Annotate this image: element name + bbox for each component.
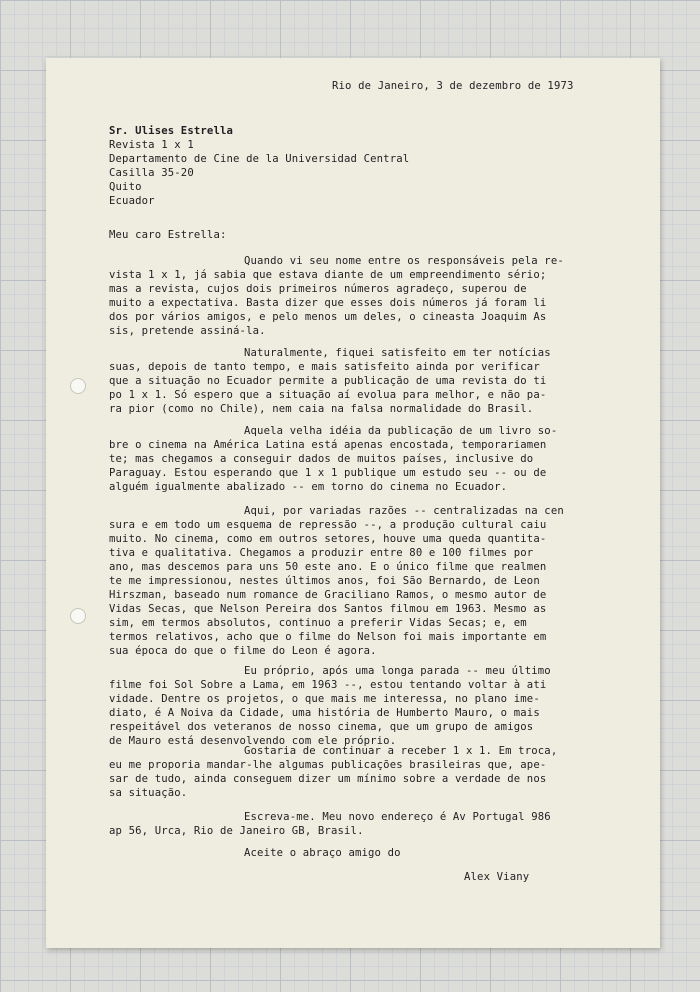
paragraph-line: suas, depois de tanto tempo, e mais satisfeito ainda por verificar xyxy=(109,361,540,373)
paragraph-line: Aqui, por variadas razões -- centralizadas na cen xyxy=(244,505,564,517)
paragraph-line: sar de tudo, ainda conseguem dizer um mínimo sobre a verdade de nos xyxy=(109,773,547,785)
paragraph-line: eu me proporia mandar-lhe algumas publicações brasileiras que, ape- xyxy=(109,759,547,771)
recipient-line: Quito xyxy=(109,181,142,193)
paragraph-line: Quando vi seu nome entre os responsáveis pela re- xyxy=(244,255,564,267)
paragraph-line: vista 1 x 1, já sabia que estava diante de um empreendimento sério; xyxy=(109,269,547,281)
punch-hole-upper xyxy=(70,378,86,394)
paragraph-line: te; mas chegamos a conseguir dados de muitos países, inclusive do xyxy=(109,453,534,465)
paragraph-line: Eu próprio, após uma longa parada -- meu último xyxy=(244,665,551,677)
paragraph-line: sis, pretende assiná-la. xyxy=(109,325,266,337)
paragraph-line: sua época do que o filme do Leon é agora. xyxy=(109,645,377,657)
paragraph-line: vidade. Dentre os projetos, o que mais me interessa, no plano ime- xyxy=(109,693,540,705)
paragraph-line: termos relativos, acho que o filme do Nelson foi mais importante em xyxy=(109,631,547,643)
paragraph-line: mas a revista, cujos dois primeiros números agradeço, superou de xyxy=(109,283,527,295)
paragraph-line: sura e em todo um esquema de repressão --, a produção cultural caiu xyxy=(109,519,547,531)
paragraph-line: que a situação no Ecuador permite a publicação de uma revista do ti xyxy=(109,375,547,387)
paragraph-line: muito. No cinema, como em outros setores, houve uma queda quantita- xyxy=(109,533,547,545)
paragraph-line: bre o cinema na América Latina está apenas encostada, temporariamen xyxy=(109,439,547,451)
recipient-line: Casilla 35-20 xyxy=(109,167,194,179)
paragraph-line: muito a expectativa. Basta dizer que esses dois números já foram li xyxy=(109,297,547,309)
closing: Aceite o abraço amigo do xyxy=(244,847,401,859)
paragraph-line: Aquela velha idéia da publicação de um livro so- xyxy=(244,425,558,437)
recipient-line: Ecuador xyxy=(109,195,155,207)
paragraph-line: filme foi Sol Sobre a Lama, em 1963 --, estou tentando voltar à ati xyxy=(109,679,547,691)
paragraph-line: ano, mas descemos para uns 50 este ano. E o único filme que realmen xyxy=(109,561,547,573)
punch-hole-lower xyxy=(70,608,86,624)
recipient-line: Revista 1 x 1 xyxy=(109,139,194,151)
paragraph-line: diato, é A Noiva da Cidade, uma história de Humberto Mauro, o mais xyxy=(109,707,540,719)
letter-sheet xyxy=(46,58,660,948)
paragraph-line: Paraguay. Estou esperando que 1 x 1 publique um estudo seu -- ou de xyxy=(109,467,547,479)
paragraph-line: tiva e qualitativa. Chegamos a produzir entre 80 e 100 filmes por xyxy=(109,547,534,559)
letter-date: Rio de Janeiro, 3 de dezembro de 1973 xyxy=(332,80,574,92)
paragraph-line: ra pior (como no Chile), nem caia na falsa normalidade do Brasil. xyxy=(109,403,534,415)
paragraph-line: po 1 x 1. Só espero que a situação aí evolua para melhor, e não pa- xyxy=(109,389,547,401)
paragraph-line: sa situação. xyxy=(109,787,188,799)
recipient-line: Sr. Ulises Estrella xyxy=(109,125,234,137)
recipient-line: Departamento de Cine de la Universidad Central xyxy=(109,153,410,165)
signature-name: Alex Viany xyxy=(464,871,530,883)
paragraph-line: alguém igualmente abalizado -- em torno do cinema no Ecuador. xyxy=(109,481,508,493)
salutation: Meu caro Estrella: xyxy=(109,229,227,241)
paragraph-line: Vidas Secas, que Nelson Pereira dos Santos filmou em 1963. Mesmo as xyxy=(109,603,547,615)
paragraph-line: dos por vários amigos, e pelo menos um deles, o cineasta Joaquim As xyxy=(109,311,547,323)
paragraph-line: ap 56, Urca, Rio de Janeiro GB, Brasil. xyxy=(109,825,364,837)
paragraph-line: Gostaria de continuar a receber 1 x 1. Em troca, xyxy=(244,745,558,757)
paragraph-line: sim, em termos absolutos, continuo a preferir Vidas Secas; e, em xyxy=(109,617,527,629)
paragraph-line: Hirszman, baseado num romance de Graciliano Ramos, o mesmo autor de xyxy=(109,589,547,601)
paragraph-line: de Mauro está desenvolvendo com ele próprio. xyxy=(109,735,397,747)
paragraph-line: te me impressionou, nestes últimos anos, foi São Bernardo, de Leon xyxy=(109,575,540,587)
paragraph-line: Naturalmente, fiquei satisfeito em ter notícias xyxy=(244,347,551,359)
paragraph-line: respeitável dos veteranos de nosso cinema, que um grupo de amigos xyxy=(109,721,534,733)
paragraph-line: Escreva-me. Meu novo endereço é Av Portugal 986 xyxy=(244,811,551,823)
